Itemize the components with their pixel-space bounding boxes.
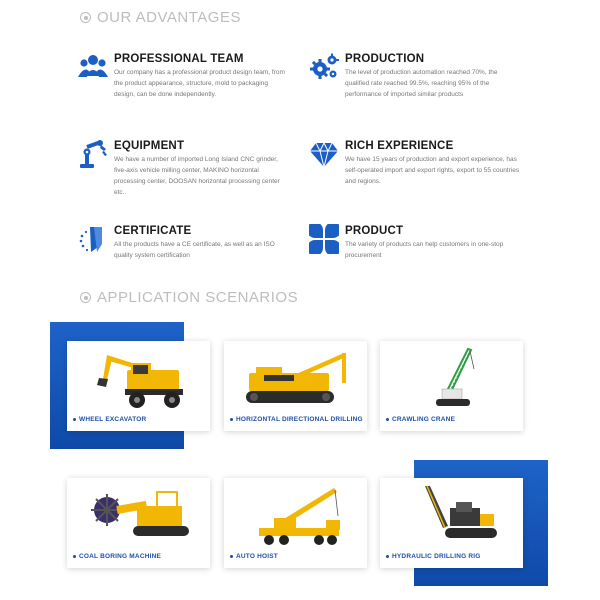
advantage-desc: We have 15 years of production and export experience, has self-operated import and export rights, export to 55 countries and regions. (345, 156, 520, 185)
scenario-label: CRAWLING CRANE (386, 416, 455, 423)
scenario-label: WHEEL EXCAVATOR (73, 416, 146, 423)
gears-icon (309, 52, 339, 82)
team-icon (78, 52, 108, 82)
scenario-card-crawling-crane[interactable] (380, 341, 523, 431)
bullet-icon (230, 555, 233, 558)
advantages-heading: OUR ADVANTAGES (80, 9, 241, 26)
auto-hoist-image (234, 482, 357, 548)
directional-drill-image (234, 345, 357, 411)
crawler-crane-image (390, 345, 513, 411)
advantage-equipment (78, 139, 289, 198)
advantage-desc: We have a number of imported Long Island CNC grinder, five-axis vehicle milling center, MAKINO horizontal processing center, DOOSAN horizontal processing center etc.. (114, 156, 280, 196)
hydraulic-drilling-rig-image (390, 482, 513, 548)
advantage-title: PROFESSIONAL TEAM (114, 53, 244, 65)
bullet-icon (230, 418, 233, 421)
advantage-desc: The level of production automation reached 70%, the qualified rate reached 99.5%, reaching 95% of the performance of imported similar products (345, 69, 498, 98)
coal-boring-machine-image (77, 482, 200, 548)
advantage-title: PRODUCT (345, 225, 404, 237)
scenario-card-wheel-excavator[interactable] (67, 341, 210, 431)
scenario-label: HORIZONTAL DIRECTIONAL DRILLING (230, 416, 363, 423)
circle-dot-icon (80, 292, 91, 303)
circle-dot-icon (80, 12, 91, 23)
bullet-icon (386, 418, 389, 421)
advantage-certificate (78, 224, 289, 261)
advantage-rich-experience (309, 139, 520, 187)
scenario-card-hydraulic-drilling-rig[interactable] (380, 478, 523, 568)
scenario-card-auto-hoist[interactable] (224, 478, 367, 568)
advantage-desc: Our company has a professional product design team, from the product appearance, structure, mold to packaging design, can be done independently. (114, 69, 285, 98)
scenario-card-coal-boring-machine[interactable] (67, 478, 210, 568)
scenario-label: COAL BORING MACHINE (73, 553, 161, 560)
advantage-desc: All the products have a CE certificate, as well as an ISO quality system certification (114, 241, 275, 259)
bullet-icon (386, 555, 389, 558)
advantage-title: CERTIFICATE (114, 225, 192, 237)
wheel-excavator-image (77, 345, 200, 411)
robot-arm-icon (78, 139, 108, 169)
scenario-label: HYDRAULIC DRILLING RIG (386, 553, 481, 560)
advantage-title: RICH EXPERIENCE (345, 140, 454, 152)
certificate-icon (78, 224, 108, 254)
product-icon (309, 224, 339, 254)
advantage-title: EQUIPMENT (114, 140, 185, 152)
advantage-product (309, 224, 520, 261)
scenario-label: AUTO HOIST (230, 553, 278, 560)
bullet-icon (73, 418, 76, 421)
advantage-desc: The variety of products can help customers in one-stop procurement (345, 241, 504, 259)
scenarios-heading: APPLICATION SCENARIOS (80, 289, 298, 306)
advantage-professional-team (78, 52, 289, 100)
bullet-icon (73, 555, 76, 558)
advantage-title: PRODUCTION (345, 53, 425, 65)
diamond-icon (309, 139, 339, 169)
scenario-card-horizontal-directional-drilling[interactable] (224, 341, 367, 431)
advantage-production (309, 52, 520, 100)
